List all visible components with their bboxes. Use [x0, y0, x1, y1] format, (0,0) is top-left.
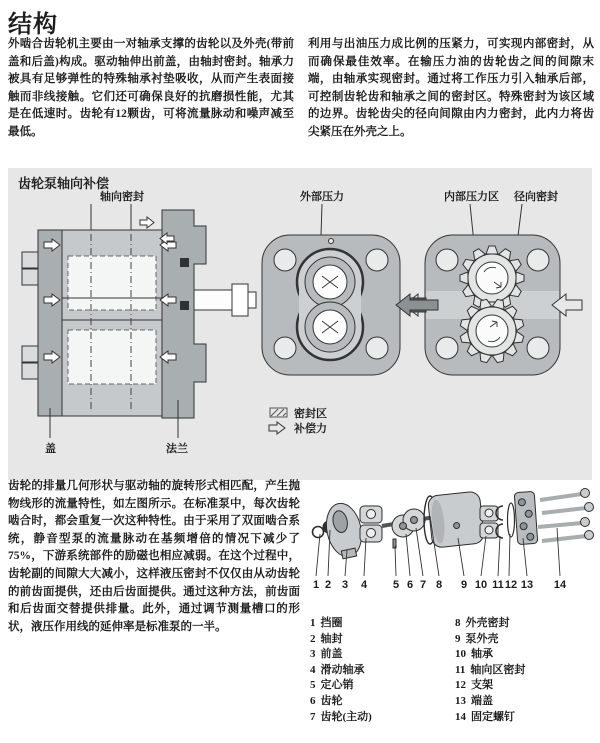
seal-zone-swatch	[270, 408, 287, 417]
end-cover-part	[514, 491, 538, 544]
callout-12: 12	[504, 579, 518, 591]
callout-3: 3	[341, 579, 349, 591]
bolt-heads	[22, 252, 40, 379]
parts-list-item: 5 定心销	[310, 679, 354, 692]
external-pressure-label: 外部压力	[300, 191, 344, 203]
callout-8: 8	[435, 579, 443, 591]
parts-list-item: 12 支架	[455, 679, 493, 692]
parts-list-item: 2 轴封	[310, 632, 343, 645]
compensation-force-legend-label: 补偿力	[294, 423, 327, 435]
diagram-panel-title: 齿轮泵轴向补偿	[18, 176, 110, 191]
callout-numbers	[313, 579, 567, 591]
callout-13: 13	[520, 579, 534, 591]
parts-list-item: 14 固定螺钉	[455, 710, 515, 723]
cover-label: 盖	[45, 443, 56, 455]
centering-pin-part	[393, 539, 396, 548]
callout-5: 5	[392, 579, 400, 591]
parts-list-item: 1 挡圈	[310, 617, 343, 629]
sliding-bearing-part	[360, 506, 382, 542]
drive-shaft	[194, 284, 256, 316]
gear-bottom	[460, 299, 525, 364]
intro-right-column: 利用与出油压力成比例的压紧力，可实现内部密封，从而确保最佳效率。在输压力油的齿轮齿之间的间隙末端，由轴承实现密封。通过将工作压力引入轴承后部，可控制齿轮齿和轴承之间的密封区。特殊密封为该区域的边界。齿轮齿尖的径向间隙由内力密封，此内力将齿尖紧压在外壳之上。	[308, 38, 594, 138]
radial-seal-diagram	[396, 189, 582, 375]
callout-4: 4	[360, 579, 368, 591]
fixing-screws-part	[538, 489, 594, 542]
callout-10: 10	[474, 579, 488, 591]
callout-14: 14	[553, 579, 567, 591]
parts-list-item: 10 轴承	[455, 648, 493, 661]
intro-left-column: 外啮合齿轮机主要由一对轴承支撑的齿轮以及外壳(带前盖和后盖)构成。驱动轴伸出前盖，由轴封密封。轴承力被具有足够弹性的特殊轴承衬垫吸收，从而产生表面接触而非线接触。它们还可确保良好的抗磨损性能，尤其是在低速时。齿轮有12颗齿，可将流量脉动和噪声减至最低。	[8, 38, 294, 138]
parts-list-item: 4 滑动轴承	[310, 663, 365, 676]
callout-7: 7	[419, 579, 427, 591]
parts-list-item: 6 齿轮	[310, 694, 343, 707]
callout-1: 1	[312, 579, 320, 591]
parts-list-item: 11 轴向区密封	[455, 663, 526, 676]
parts-list-item: 3 前盖	[310, 648, 343, 661]
body-paragraph: 齿轮的排量几何形状与驱动轴的旋转形式相匹配，产生抛物线形的流量特性，如左图所示。在标准泵中，每次齿轮啮合时，都会重复一次这种特性。由于采用了双面啮合系统，静音型泵的流量脉动在基频增倍的情况下减少了75%，下游系统部件的励磁也相应减弱。在这个过程中，齿轮副的间隙大大减小，这样液压密封不仅仅由从动齿轮的前齿面提供，还由后齿面提供。通过这种方法，前齿面和后齿面交替提供排量。此外，通过调节测量槽口的形状，液压作用线的延伸率是标准泵的一半。	[8, 480, 300, 633]
axial-compensation-diagram	[8, 168, 592, 480]
parts-list-item: 8 外壳密封	[455, 617, 510, 629]
callout-9: 9	[460, 579, 468, 591]
diagram-panel	[8, 168, 592, 480]
diagram-legend	[269, 406, 327, 435]
compensation-force-arrow-icon	[269, 422, 285, 434]
page-title: 结构	[8, 11, 58, 38]
bracket-part	[508, 503, 515, 537]
parts-list-item: 9 泵外壳	[455, 632, 499, 645]
cross-section-diagram	[22, 189, 256, 455]
exploded-view-diagram	[302, 486, 594, 604]
parts-list-item: 7 齿轮(主动)	[310, 710, 372, 723]
cover-part	[38, 230, 62, 416]
axial-zone-seal-part	[496, 506, 503, 538]
callout-6: 6	[406, 579, 414, 591]
retaining-ring-part	[313, 527, 324, 538]
callout-11: 11	[492, 579, 504, 591]
pump-housing-part	[427, 491, 484, 548]
callout-2: 2	[324, 579, 332, 591]
external-pressure-diagram	[262, 189, 434, 375]
parts-list-item: 13 端盖	[455, 694, 493, 707]
seal-zone-legend-label: 密封区	[294, 408, 327, 420]
internal-pressure-zone-label: 内部压力区	[444, 191, 499, 203]
parts-list-right-column	[455, 616, 594, 725]
axial-seal-label: 轴向密封	[100, 191, 144, 203]
parts-list-left-column	[310, 616, 450, 725]
radial-seal-label: 径向密封	[514, 191, 558, 203]
flange-label: 法兰	[166, 443, 188, 455]
